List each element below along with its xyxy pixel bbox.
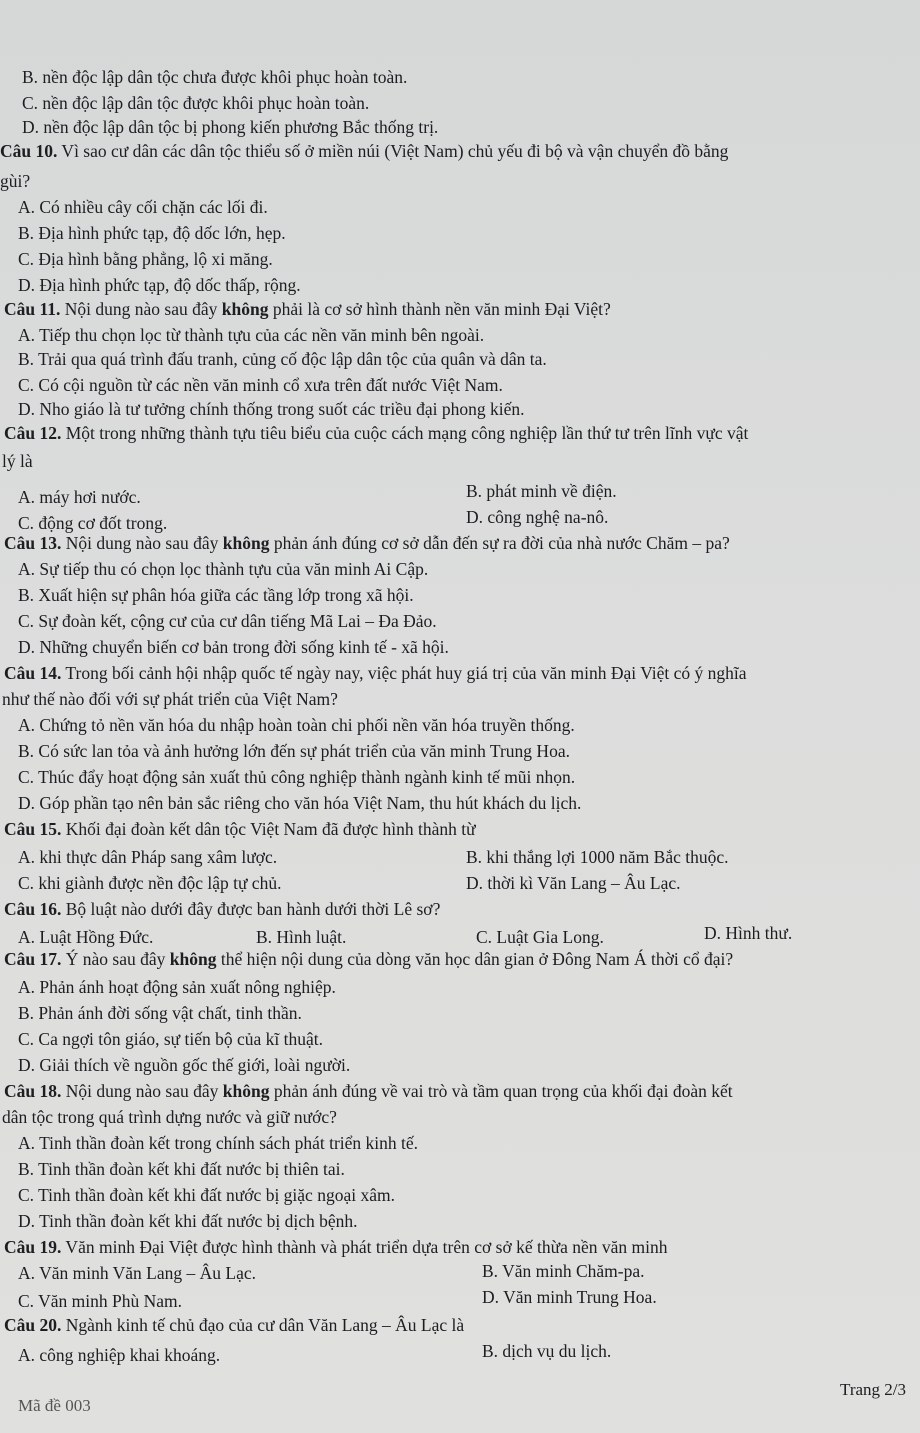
negation-keyword: không	[169, 949, 217, 969]
question-text: Câu 11. Nội dung nào sau đây không phải là cơ sở hình thành nền văn minh Đại Việt?	[4, 299, 611, 319]
question-text: Câu 20. Ngành kinh tế chủ đạo của cư dân Văn Lang – Âu Lạc là	[4, 1315, 465, 1335]
text-line: dân tộc trong quá trình dựng nước và giữ nước?	[2, 1107, 337, 1127]
answer-option: C. Luật Gia Long.	[476, 927, 604, 947]
answer-option: A. Tinh thần đoàn kết trong chính sách phát triển kinh tế.	[18, 1133, 419, 1153]
answer-option: C. nền độc lập dân tộc được khôi phục hoàn toàn.	[22, 93, 370, 113]
question-number: Câu 15.	[4, 819, 62, 839]
question-number: Câu 10.	[0, 141, 58, 161]
question-text: Câu 18. Nội dung nào sau đây không phản ánh đúng về vai trò và tầm quan trọng của khối đại đoàn kết	[4, 1081, 733, 1101]
answer-option: A. máy hơi nước.	[18, 487, 141, 507]
answer-option: A. công nghiệp khai khoáng.	[18, 1345, 221, 1365]
answer-option: D. Góp phần tạo nên bản sắc riêng cho văn hóa Việt Nam, thu hút khách du lịch.	[18, 793, 582, 813]
answer-option: B. nền độc lập dân tộc chưa được khôi phục hoàn toàn.	[22, 67, 408, 87]
answer-option: B. khi thắng lợi 1000 năm Bắc thuộc.	[466, 847, 729, 867]
answer-option: B. Phản ánh đời sống vật chất, tinh thần.	[18, 1003, 302, 1023]
negation-keyword: không	[222, 533, 270, 553]
question-number: Câu 18.	[4, 1081, 62, 1101]
answer-option: C. động cơ đốt trong.	[18, 513, 168, 533]
answer-option: B. Xuất hiện sự phân hóa giữa các tầng lớp trong xã hội.	[18, 585, 414, 605]
text-line: gùi?	[0, 171, 31, 191]
text-line: lý là	[2, 451, 33, 471]
answer-option: A. Luật Hồng Đức.	[18, 927, 154, 947]
question-number: Câu 13.	[4, 533, 62, 553]
answer-option: D. Nho giáo là tư tưởng chính thống trong suốt các triều đại phong kiến.	[18, 399, 525, 419]
answer-option: C. Địa hình bằng phẳng, lộ xi măng.	[18, 249, 273, 269]
answer-option: C. khi giành được nền độc lập tự chủ.	[18, 873, 282, 893]
question-number: Câu 11.	[4, 299, 61, 319]
question-text: Câu 13. Nội dung nào sau đây không phản ánh đúng cơ sở dẫn đến sự ra đời của nhà nước Chăm – pa?	[4, 533, 730, 553]
answer-option: A. Có nhiều cây cối chặn các lối đi.	[18, 197, 268, 217]
answer-option: B. dịch vụ du lịch.	[482, 1341, 612, 1361]
text-line: như thế nào đối với sự phát triển của Việt Nam?	[2, 689, 338, 709]
answer-option: A. khi thực dân Pháp sang xâm lược.	[18, 847, 278, 867]
negation-keyword: không	[221, 299, 269, 319]
answer-option: B. phát minh về điện.	[466, 481, 617, 501]
question-number: Câu 14.	[4, 663, 62, 683]
answer-option: C. Thúc đẩy hoạt động sản xuất thủ công nghiệp thành ngành kinh tế mũi nhọn.	[18, 767, 576, 787]
answer-option: B. Văn minh Chăm-pa.	[482, 1261, 645, 1281]
answer-option: D. Hình thư.	[704, 923, 793, 943]
question-text: Câu 19. Văn minh Đại Việt được hình thành và phát triển dựa trên cơ sở kế thừa nền văn minh	[4, 1237, 668, 1257]
question-number: Câu 12.	[4, 423, 62, 443]
question-text: Câu 16. Bộ luật nào dưới đây được ban hành dưới thời Lê sơ?	[4, 899, 441, 919]
question-text: Câu 10. Vì sao cư dân các dân tộc thiểu số ở miền núi (Việt Nam) chủ yếu đi bộ và vận chuyển đồ bằng	[0, 141, 729, 161]
question-text: Câu 15. Khối đại đoàn kết dân tộc Việt Nam đã được hình thành từ	[4, 819, 476, 839]
question-number: Câu 19.	[4, 1237, 62, 1257]
answer-option: D. Những chuyển biến cơ bản trong đời sống kinh tế - xã hội.	[18, 637, 449, 657]
answer-option: D. nền độc lập dân tộc bị phong kiến phương Bắc thống trị.	[22, 117, 439, 137]
answer-option: B. Hình luật.	[256, 927, 347, 947]
question-text: Câu 17. Ý nào sau đây không thể hiện nội dung của dòng văn học dân gian ở Đông Nam Á thời cổ đại?	[4, 949, 734, 969]
exam-code: Mã đề 003	[18, 1396, 91, 1415]
answer-option: A. Phản ánh hoạt động sản xuất nông nghiệp.	[18, 977, 336, 997]
answer-option: D. Giải thích về nguồn gốc thế giới, loài người.	[18, 1055, 351, 1075]
answer-option: C. Văn minh Phù Nam.	[18, 1291, 182, 1311]
page-number: Trang 2/3	[840, 1380, 906, 1399]
answer-option: D. thời kì Văn Lang – Âu Lạc.	[466, 873, 681, 893]
answer-option: D. Địa hình phức tạp, độ dốc thấp, rộng.	[18, 275, 301, 295]
answer-option: A. Chứng tỏ nền văn hóa du nhập hoàn toàn chi phối nền văn hóa truyền thống.	[18, 715, 575, 735]
answer-option: A. Tiếp thu chọn lọc từ thành tựu của các nền văn minh bên ngoài.	[18, 325, 485, 345]
question-number: Câu 16.	[4, 899, 62, 919]
answer-option: B. Trải qua quá trình đấu tranh, củng cố độc lập dân tộc của quân và dân ta.	[18, 349, 547, 369]
answer-option: B. Địa hình phức tạp, độ dốc lớn, hẹp.	[18, 223, 286, 243]
question-number: Câu 17.	[4, 949, 62, 969]
question-number: Câu 20.	[4, 1315, 62, 1335]
answer-option: A. Sự tiếp thu có chọn lọc thành tựu của văn minh Ai Cập.	[18, 559, 429, 579]
answer-option: D. Tinh thần đoàn kết khi đất nước bị dịch bệnh.	[18, 1211, 358, 1231]
answer-option: D. Văn minh Trung Hoa.	[482, 1287, 657, 1307]
answer-option: B. Có sức lan tỏa và ảnh hưởng lớn đến sự phát triển của văn minh Trung Hoa.	[18, 741, 570, 761]
negation-keyword: không	[222, 1081, 270, 1101]
answer-option: C. Tinh thần đoàn kết khi đất nước bị giặc ngoại xâm.	[18, 1185, 395, 1205]
question-text: Câu 14. Trong bối cảnh hội nhập quốc tế ngày nay, việc phát huy giá trị của văn minh Đại Việt có ý nghĩa	[4, 663, 747, 683]
question-text: Câu 12. Một trong những thành tựu tiêu biểu của cuộc cách mạng công nghiệp lần thứ tư trên lĩnh vực vật	[4, 423, 749, 443]
answer-option: C. Có cội nguồn từ các nền văn minh cổ xưa trên đất nước Việt Nam.	[18, 375, 503, 395]
answer-option: A. Văn minh Văn Lang – Âu Lạc.	[18, 1263, 256, 1283]
answer-option: C. Ca ngợi tôn giáo, sự tiến bộ của kĩ thuật.	[18, 1029, 324, 1049]
answer-option: D. công nghệ na-nô.	[466, 507, 609, 527]
answer-option: C. Sự đoàn kết, cộng cư của cư dân tiếng Mã Lai – Đa Đảo.	[18, 611, 437, 631]
answer-option: B. Tinh thần đoàn kết khi đất nước bị thiên tai.	[18, 1159, 345, 1179]
